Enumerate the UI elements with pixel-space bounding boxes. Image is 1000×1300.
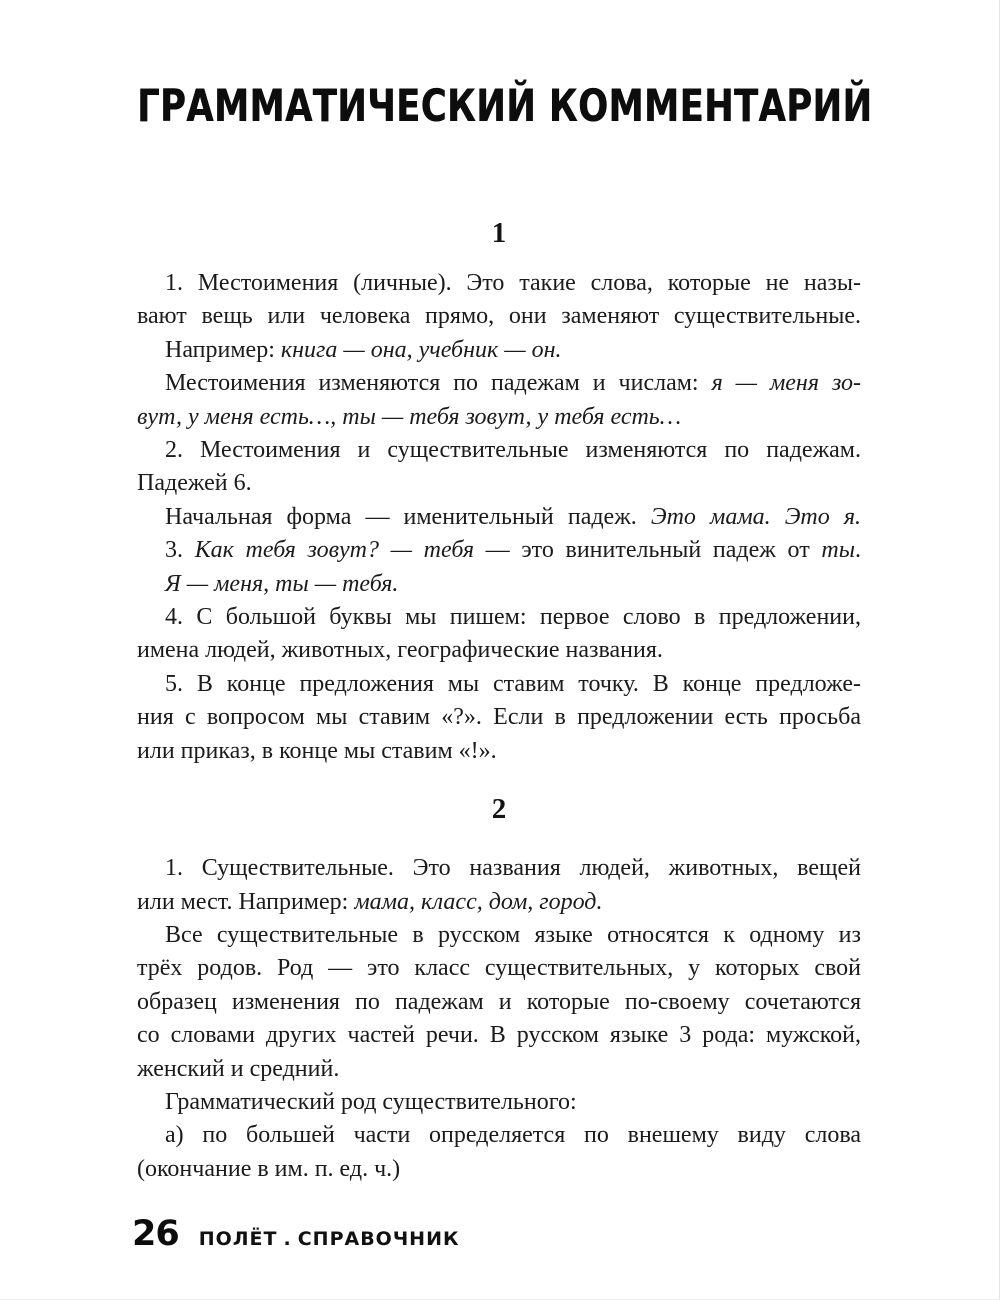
text-line <box>137 1053 861 1086</box>
text-line <box>137 501 861 534</box>
text-run: или приказ, в конце мы ставим «!». <box>137 737 497 764</box>
page-footer <box>132 1215 861 1253</box>
italic-text-run: мама, класс, дом, город. <box>354 888 603 915</box>
text-line <box>137 1086 861 1119</box>
text-run: вают вещь или человека прямо, они заменяют существительные. <box>137 303 861 330</box>
footer-separator-dot: . <box>283 1228 291 1251</box>
text-line <box>137 701 861 734</box>
footer-page-number: 26 <box>132 1214 179 1255</box>
text-run: Местоимения изменяются по падежам и числам: <box>165 370 712 397</box>
text-run: Начальная форма — именительный падеж. <box>165 503 651 530</box>
text-run: Падежей 6. <box>137 470 252 497</box>
chapter-title-row <box>137 79 873 132</box>
text-line <box>137 467 861 500</box>
text-line <box>137 735 861 768</box>
text-run: Например: <box>165 336 281 363</box>
text-run: 3. <box>165 537 195 564</box>
text-line <box>137 852 861 885</box>
text-run: трёх родов. Род — это класс существительных, у которых свой <box>137 955 861 982</box>
text-line <box>137 634 861 667</box>
chapter-title-text: ГРАММАТИЧЕСКИЙ КОММЕНТАРИЙ <box>137 79 873 132</box>
text-run: 4. С большой буквы мы пишем: первое слово в предложении, <box>165 604 861 631</box>
text-line <box>137 919 861 952</box>
text-run: образец изменения по падежам и которые по-своему сочетаются <box>137 988 861 1015</box>
text-run: со словами других частей речи. В русском языке 3 рода: мужской, <box>137 1022 861 1049</box>
italic-text-run: вут, у меня есть…, ты — тебя зовут, у тебя есть… <box>137 403 682 430</box>
text-run: или мест. Например: <box>137 888 355 915</box>
text-run: имена людей, животных, географические названия. <box>137 637 663 664</box>
footer-series-title: ПОЛЁТ <box>198 1228 278 1251</box>
text-line <box>137 434 861 467</box>
text-line <box>137 668 861 701</box>
text-line <box>137 1019 861 1052</box>
text-run: 5. В конце предложения мы ставим точку. В конце предложе- <box>165 670 861 697</box>
section-number-1: 1 <box>491 217 507 249</box>
text-run: (окончание в им. п. ед. ч.) <box>137 1155 401 1182</box>
text-run: Грамматический род существительного: <box>165 1088 577 1115</box>
section-body-1 <box>137 267 861 768</box>
text-line <box>137 300 861 333</box>
text-line <box>137 1119 861 1152</box>
italic-text-run: книга — она, учебник — он. <box>280 336 562 363</box>
text-line <box>137 1153 861 1186</box>
text-line <box>137 568 861 601</box>
text-line <box>137 267 861 300</box>
text-line <box>137 334 861 367</box>
text-line <box>137 886 861 919</box>
text-run: женский и средний. <box>137 1055 340 1082</box>
footer-book-name: СПРАВОЧНИК <box>297 1228 460 1251</box>
text-line <box>137 401 861 434</box>
section-number-2: 2 <box>491 793 507 826</box>
text-line <box>137 367 861 400</box>
chapter-title <box>137 79 873 132</box>
text-line <box>137 952 861 985</box>
text-line <box>137 601 861 634</box>
text-line <box>137 986 861 1019</box>
italic-text-run: ты <box>821 537 856 564</box>
text-run: 2. Местоимения и существительные изменяются по падежам. <box>165 437 861 464</box>
italic-text-run: Это мама. Это я. <box>650 503 861 530</box>
italic-text-run: я — меня зо- <box>711 370 861 397</box>
italic-text-run: Как тебя зовут? — тебя <box>194 537 474 564</box>
text-run: — это винительный падеж от <box>473 537 822 564</box>
text-run: 1. Существительные. Это названия людей, животных, вещей <box>165 855 861 882</box>
text-run: Все существительные в русском языке относятся к одному из <box>165 921 861 948</box>
section-body-2 <box>137 852 861 1186</box>
text-run: а) по большей части определяется по внешему виду слова <box>165 1122 861 1149</box>
italic-text-run: Я — меня, ты — тебя. <box>165 570 399 597</box>
text-run: . <box>855 537 862 564</box>
text-line <box>137 534 861 567</box>
text-run: ния с вопросом мы ставим «?». Если в предложении есть просьба <box>137 704 861 731</box>
text-run: 1. Местоимения (личные). Это такие слова, которые не назы- <box>165 270 861 296</box>
